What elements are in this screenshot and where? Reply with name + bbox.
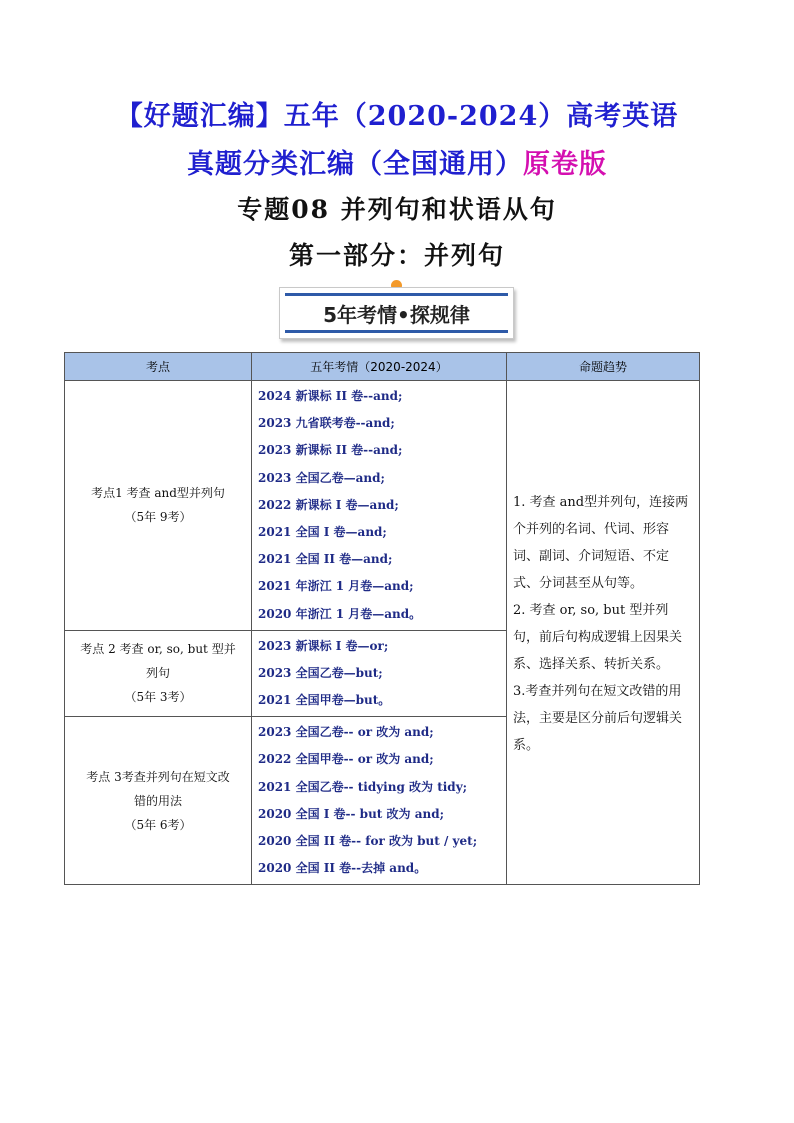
- point-count: （5年 6考）: [124, 817, 192, 832]
- year-item: 2021 全国甲卷—but。: [258, 693, 391, 708]
- year-item: 2021 年浙江 1 月卷—and;: [258, 579, 414, 594]
- trend-text: 1. 考查 and型并列句，连接两个并列的名词、代词、形容词、副词、介词短语、不定式、分词甚至从句等。: [513, 495, 689, 591]
- year-item: 2023 新课标 I 卷—or;: [258, 638, 389, 653]
- years-cell: [252, 630, 507, 717]
- trend-text: 3.考查并列句在短文改错的用法，主要是区分前后句逻辑关系。: [513, 684, 683, 753]
- table-row: [65, 381, 700, 631]
- trend-cell: [507, 381, 700, 885]
- title-line-1: 【好题汇编】五年（2020-2024）高考英语: [115, 101, 679, 132]
- point-cell: [65, 717, 252, 885]
- year-item: 2020 全国 I 卷-- but 改为 and;: [258, 806, 445, 821]
- header-point: 考点: [65, 353, 252, 381]
- year-item: 2020 全国 II 卷--去掉 and。: [258, 861, 427, 876]
- topic-title: 专题08 并列句和状语从句: [237, 195, 557, 224]
- year-item: 2020 年浙江 1 月卷—and。: [258, 606, 422, 621]
- year-item: 2021 全国 I 卷—and;: [258, 524, 387, 539]
- point-count: （5年 9考）: [124, 510, 192, 525]
- section-banner-label: 5年考情•探规律: [285, 293, 508, 333]
- point-cell: [65, 630, 252, 717]
- year-item: 2023 全国乙卷-- or 改为 and;: [258, 725, 434, 740]
- part-title: 第一部分：并列句: [288, 241, 505, 270]
- year-item: 2022 全国甲卷-- or 改为 and;: [258, 752, 434, 767]
- year-item: 2021 全国 II 卷—and;: [258, 552, 393, 567]
- year-item: 2023 九省联考卷--and;: [258, 416, 395, 431]
- point-text: 考点1 考查 and型并列句: [91, 486, 225, 501]
- point-text: 列句: [145, 666, 170, 681]
- year-item: 2023 全国乙卷—but;: [258, 665, 383, 680]
- year-item: 2022 新课标 I 卷—and;: [258, 497, 399, 512]
- title-line-2-main: 真题分类汇编（全国通用）: [187, 149, 523, 180]
- exam-analysis-table: [64, 352, 700, 885]
- year-item: 2024 新课标 II 卷--and;: [258, 389, 403, 403]
- year-item: 2023 新课标 II 卷--and;: [258, 443, 403, 458]
- section-banner: [279, 287, 514, 339]
- header-trend: 命题趋势: [507, 353, 700, 381]
- years-cell: [252, 717, 507, 885]
- table-header-row: [65, 353, 700, 381]
- year-item: 2023 全国乙卷—and;: [258, 470, 385, 485]
- year-item: 2021 全国乙卷-- tidying 改为 tidy;: [258, 779, 468, 794]
- trend-text: 2. 考查 or, so, but 型并列句，前后句构成逻辑上因果关系、选择关系、转折关系。: [513, 603, 683, 672]
- point-text: 考点 2 考查 or, so, but 型并: [80, 642, 236, 657]
- years-cell: [252, 381, 507, 631]
- year-item: 2020 全国 II 卷-- for 改为 but / yet;: [258, 834, 478, 848]
- title-line-2: [0, 142, 794, 181]
- edition-tag: 原卷版: [523, 149, 607, 180]
- header-years: 五年考情（2020-2024）: [252, 353, 507, 381]
- point-text: 考点 3考查并列句在短文改: [86, 769, 230, 784]
- point-count: （5年 3考）: [124, 690, 192, 705]
- point-text: 错的用法: [133, 793, 182, 808]
- point-cell: [65, 381, 252, 631]
